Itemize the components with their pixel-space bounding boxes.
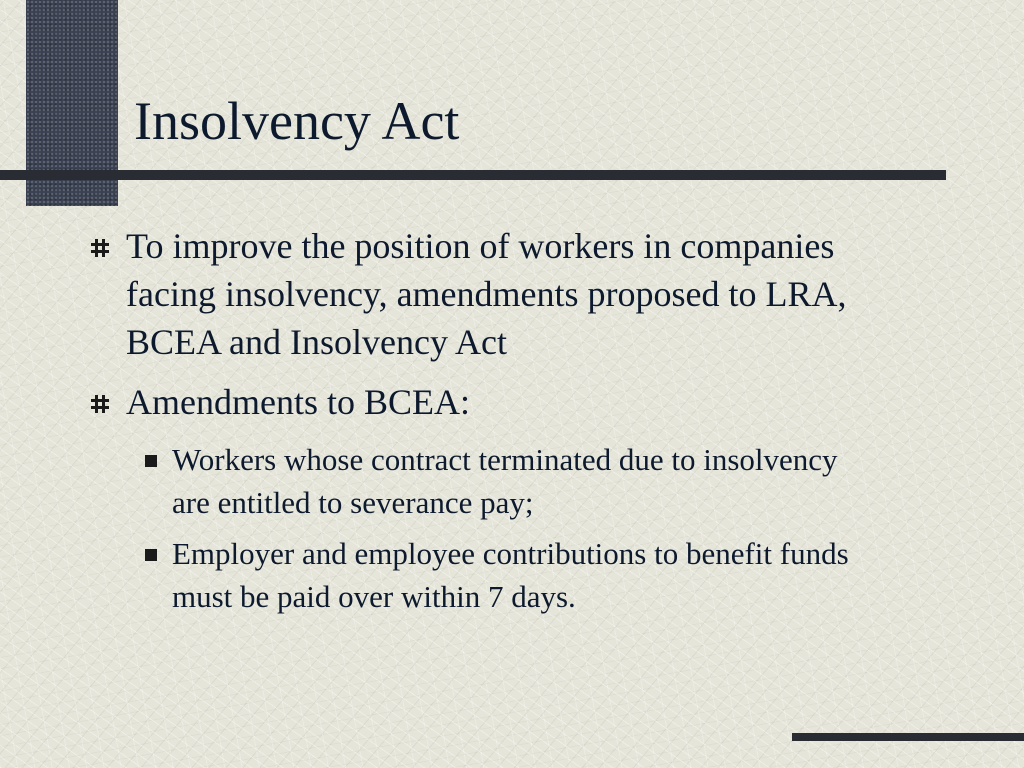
bullet-item <box>86 222 916 366</box>
square-bullet-icon <box>145 455 157 467</box>
sub-bullet-text: Workers whose contract terminated due to insolvency are entitled to severance pay; <box>172 442 838 520</box>
square-bullet-icon <box>145 549 157 561</box>
hash-bullet-icon <box>90 394 110 414</box>
sub-bullet-text: Employer and employee contributions to benefit funds must be paid over within 7 days. <box>172 536 849 614</box>
sub-bullet-item <box>86 532 862 618</box>
bullet-text: To improve the position of workers in companies facing insolvency, amendments proposed to LRA, BCEA and Insolvency Act <box>126 226 847 362</box>
title-divider-rule <box>0 170 946 180</box>
bullet-item <box>86 378 916 426</box>
footer-divider-rule <box>792 733 1024 741</box>
slide-title: Insolvency Act <box>134 91 460 151</box>
hash-bullet-icon <box>90 238 110 258</box>
slide-body <box>86 222 936 626</box>
bullet-text: Amendments to BCEA: <box>126 382 470 422</box>
sub-bullet-item <box>86 438 862 524</box>
